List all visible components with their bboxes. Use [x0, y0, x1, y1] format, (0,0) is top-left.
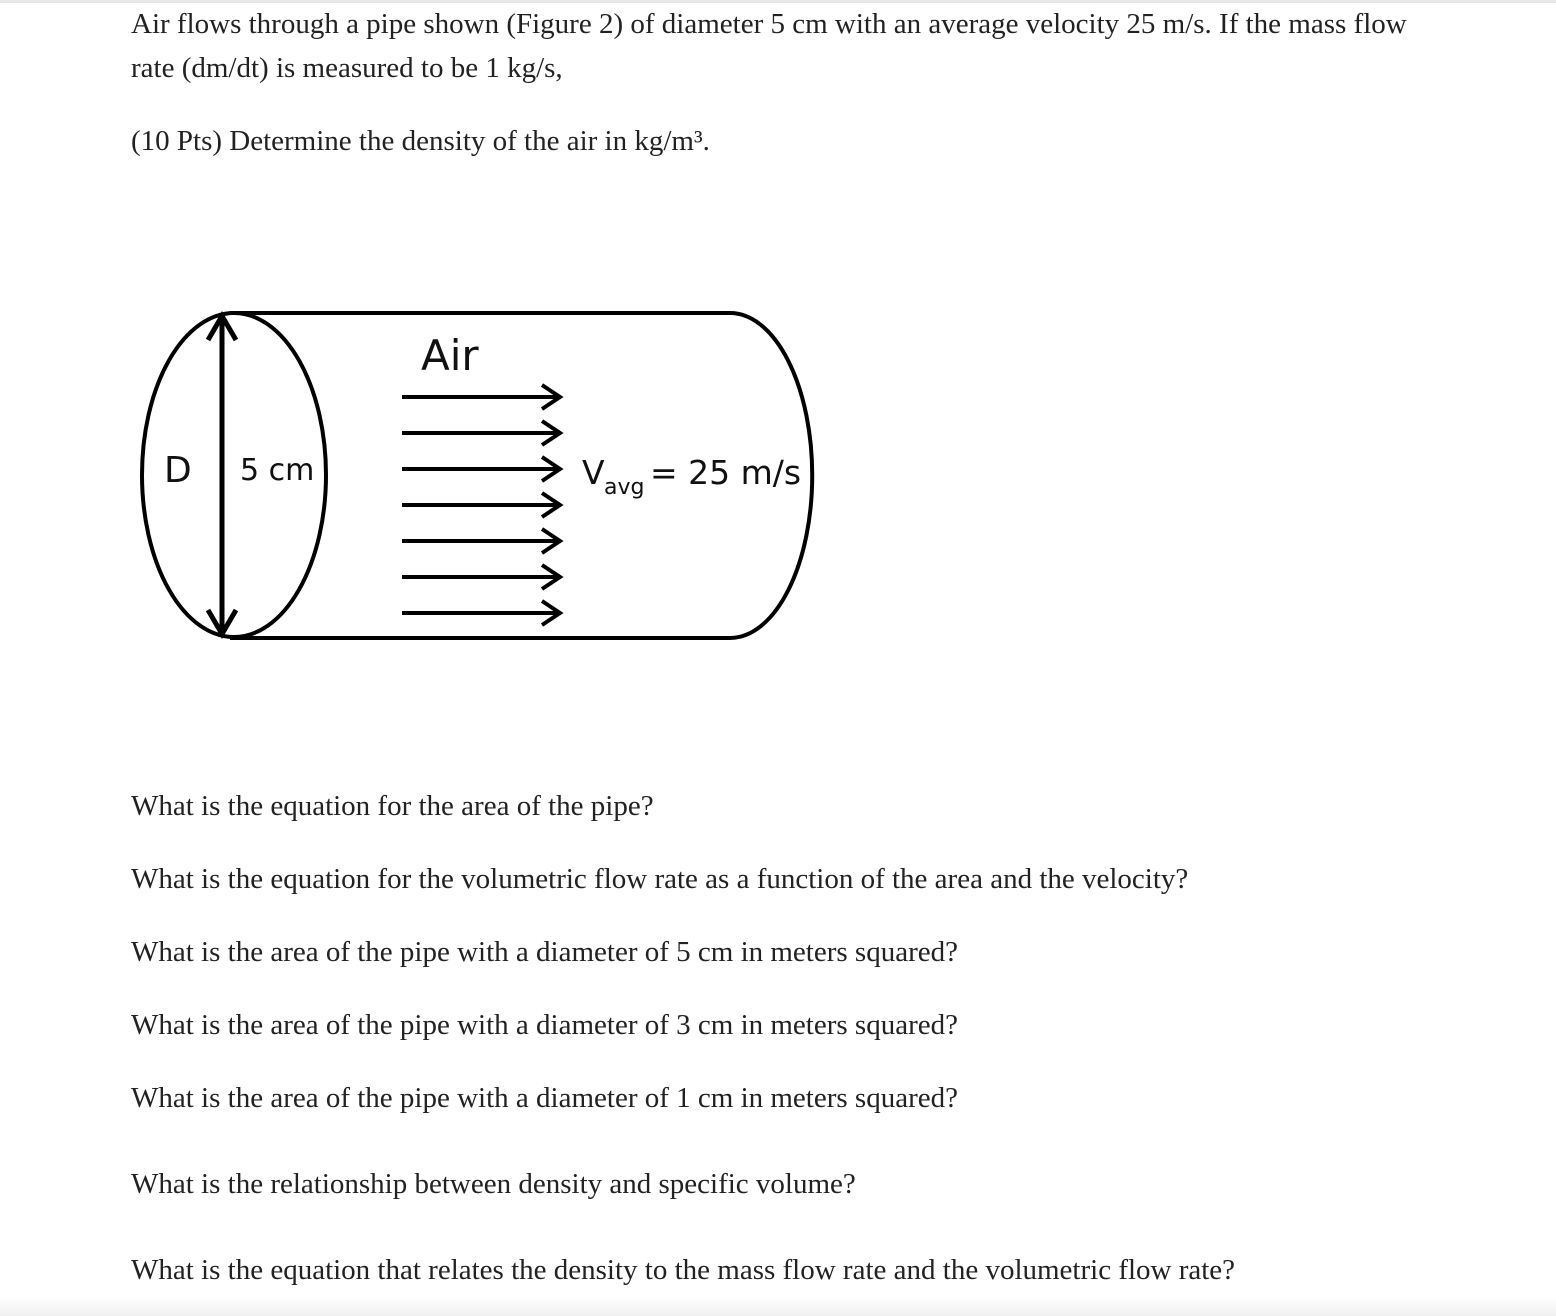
top-border [0, 0, 1556, 3]
question-3: What is the area of the pipe with a diameter of 5 cm in meters squared? [131, 936, 958, 968]
question-4: What is the area of the pipe with a diameter of 3 cm in meters squared? [131, 1009, 958, 1041]
question-2: What is the equation for the volumetric flow rate as a function of the area and the velocity? [131, 863, 1189, 895]
flow-arrow-icon [402, 385, 560, 409]
problem-task: (10 Pts) Determine the density of the air in kg/m³. [131, 125, 710, 157]
flow-arrow-icon [402, 601, 560, 625]
problem-text-line-1: Air flows through a pipe shown (Figure 2) of diameter 5 cm with an average velocity 25 m/s. If the mass flow [131, 8, 1407, 40]
flow-arrow-icon [402, 457, 560, 481]
d-label: D [164, 450, 192, 491]
flow-arrow-icon [402, 493, 560, 517]
flow-arrows-icon [402, 385, 560, 625]
problem-text-line-2: rate (dm/dt) is measured to be 1 kg/s, [131, 52, 563, 84]
flow-arrow-icon [402, 565, 560, 589]
pipe-figure [130, 300, 830, 650]
flow-arrow-icon [402, 421, 560, 445]
question-1: What is the equation for the area of the pipe? [131, 790, 654, 822]
velocity-subscript: avg [604, 475, 645, 500]
diameter-arrow-icon [208, 316, 236, 634]
diameter-label: 5 cm [240, 453, 315, 488]
question-5: What is the area of the pipe with a diameter of 1 cm in meters squared? [131, 1082, 958, 1114]
velocity-value: = 25 m/s [650, 453, 802, 492]
air-label: Air [421, 331, 479, 380]
flow-arrow-icon [402, 529, 560, 553]
bottom-edge [0, 1296, 1556, 1316]
question-7: What is the equation that relates the density to the mass flow rate and the volumetric flow rate? [131, 1254, 1236, 1286]
velocity-symbol: V [582, 453, 605, 492]
question-6: What is the relationship between density and specific volume? [131, 1168, 856, 1200]
